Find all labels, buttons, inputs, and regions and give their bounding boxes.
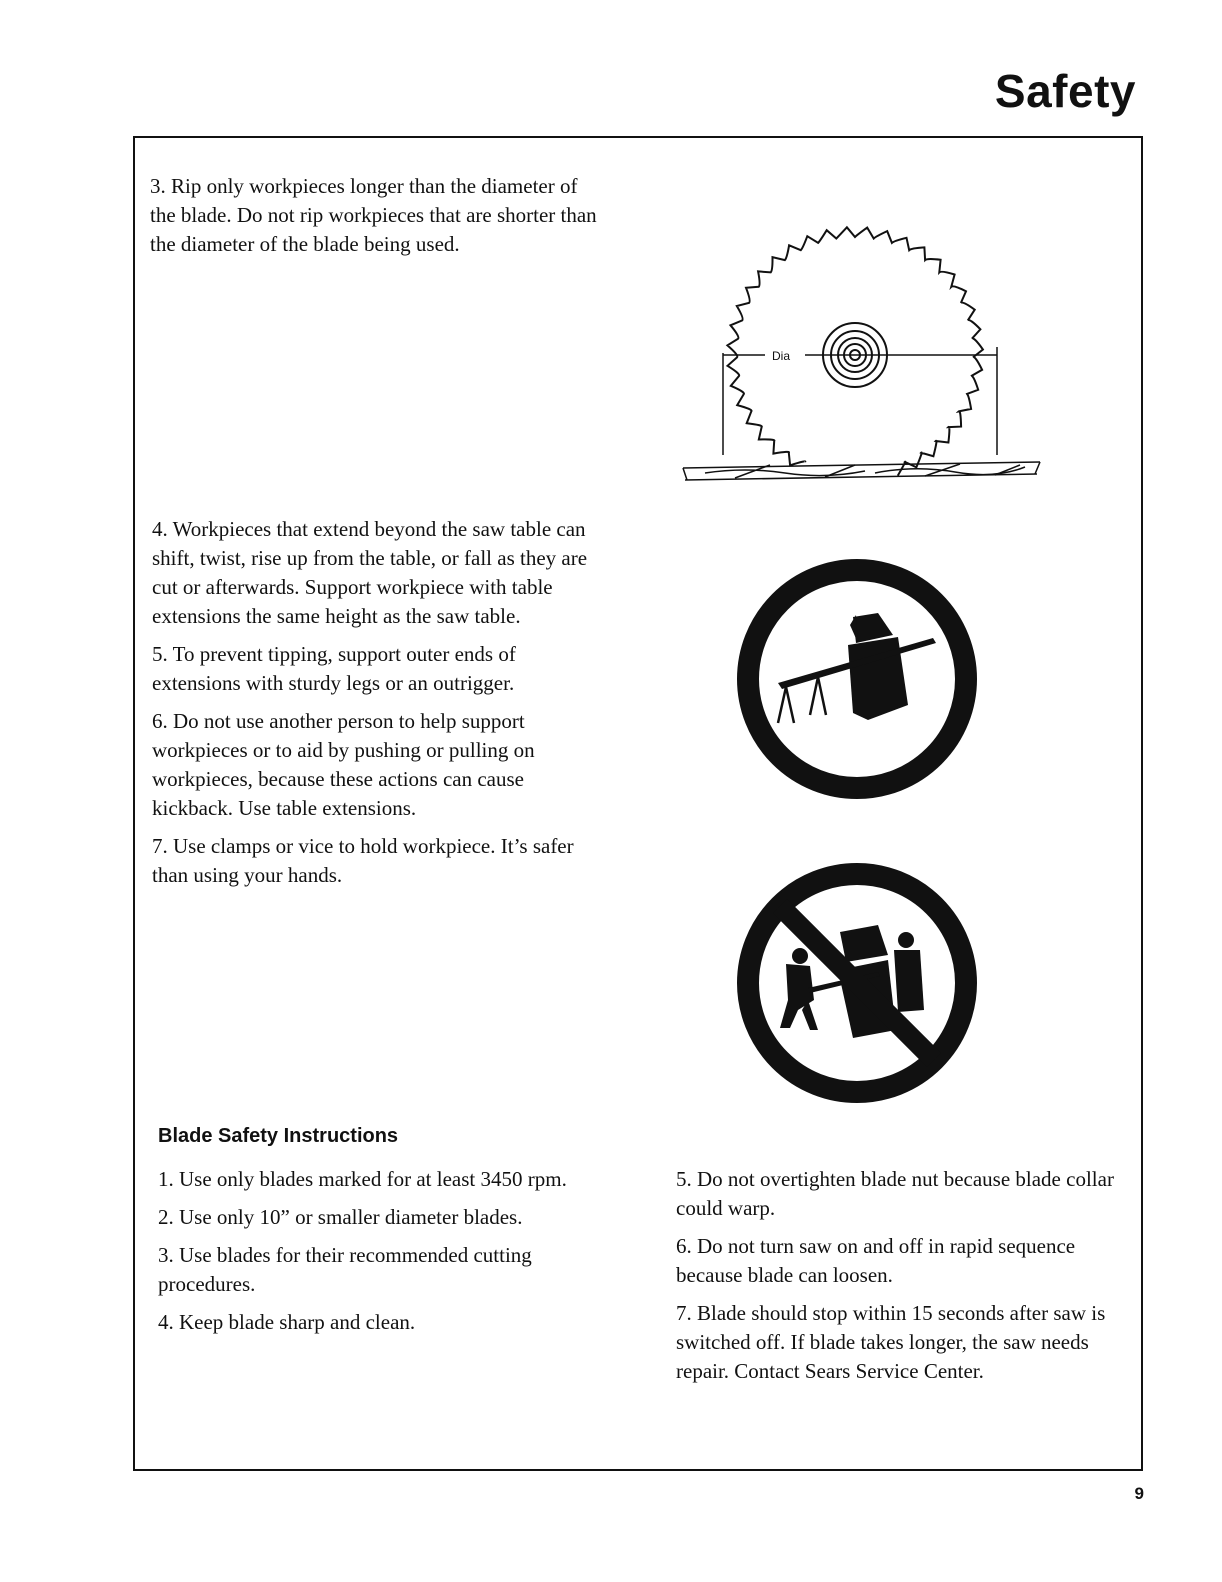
blade-safety-heading: Blade Safety Instructions (158, 1125, 399, 1147)
instruction-text: 3. Rip only workpieces longer than the diameter of the blade. Do not rip workpieces that are shorter than the diameter of the blade being used. (150, 174, 597, 256)
blade-instruction-4: 4. Keep blade sharp and clean. (158, 1310, 416, 1334)
instructions-4-7 (152, 515, 602, 899)
instruction-6: 6. Do not use another person to help support workpieces or to aid by pushing or pulling on workpieces, because these actions can cause kickback. Use table extensions. (152, 709, 535, 820)
blade-safety-right (676, 1165, 1116, 1395)
saw-blade-diameter-icon (675, 215, 1055, 490)
page-number: 9 (1134, 1484, 1144, 1503)
blade-instruction-3: 3. Use blades for their recommended cutting procedures. (158, 1243, 532, 1296)
blade-instruction-1: 1. Use only blades marked for at least 3450 rpm. (158, 1167, 567, 1191)
instruction-7: 7. Use clamps or vice to hold workpiece. It’s safer than using your hands. (152, 834, 574, 887)
blade-safety-left (158, 1165, 598, 1346)
table-extensions-icon (728, 555, 988, 805)
instruction-5: 5. To prevent tipping, support outer ends of extensions with sturdy legs or an outrigger. (152, 642, 516, 695)
instruction-3 (150, 172, 600, 268)
instruction-4: 4. Workpieces that extend beyond the saw table can shift, twist, rise up from the table, or fall as they are cut or afterwards. Support workpiece with table extensions the same height as the saw table. (152, 517, 588, 628)
diameter-label: Dia (772, 349, 791, 363)
blade-instruction-2: 2. Use only 10” or smaller diameter blades. (158, 1205, 523, 1229)
blade-instruction-7: 7. Blade should stop within 15 seconds after saw is switched off. If blade takes longer, the saw needs repair. Contact Sears Service Center. (676, 1301, 1106, 1383)
blade-instruction-5: 5. Do not overtighten blade nut because blade collar could warp. (676, 1167, 1114, 1220)
blade-instruction-6: 6. Do not turn saw on and off in rapid sequence because blade can loosen. (676, 1234, 1076, 1287)
page-title: Safety (994, 65, 1136, 117)
no-helper-prohibition-icon (728, 860, 988, 1110)
